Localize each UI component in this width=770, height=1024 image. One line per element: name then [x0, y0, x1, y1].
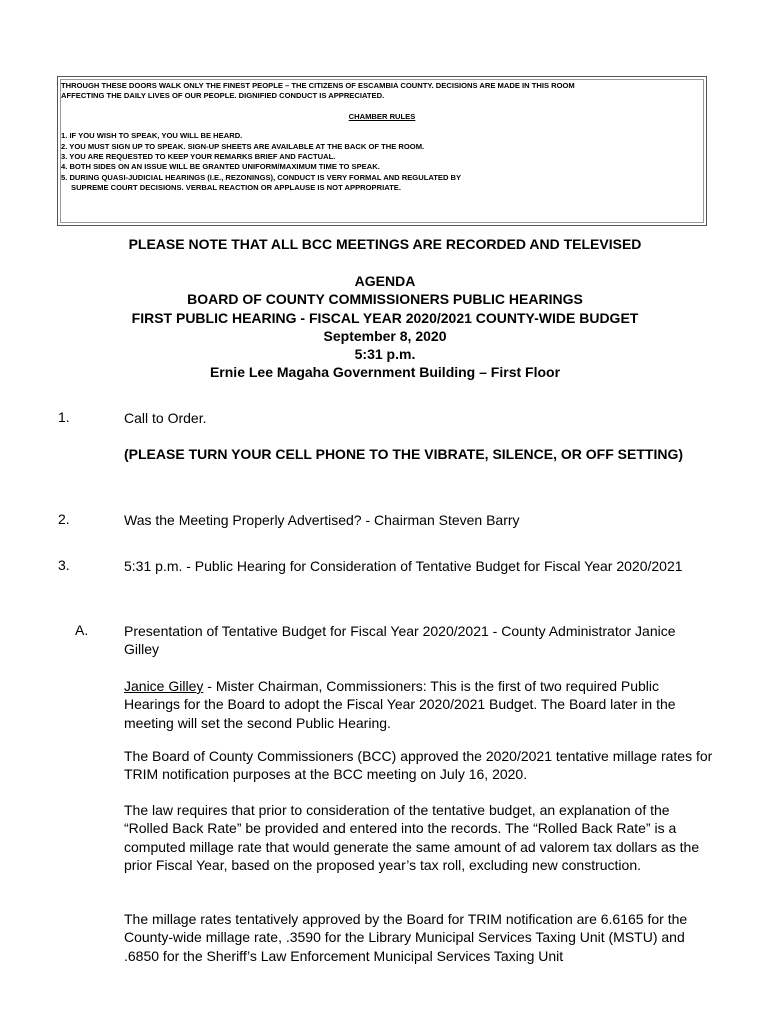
chamber-rules-box	[57, 76, 707, 226]
recorded-notice: PLEASE NOTE THAT ALL BCC MEETINGS ARE RECORDED AND TELEVISED	[128, 236, 642, 252]
rule-item: 3. YOU ARE REQUESTED TO KEEP YOUR REMARKS BRIEF AND FACTUAL.	[61, 152, 336, 162]
rule-item: 2. YOU MUST SIGN UP TO SPEAK. SIGN-UP SHEETS ARE AVAILABLE AT THE BACK OF THE ROOM.	[61, 141, 425, 151]
item-number: 1.	[58, 409, 70, 425]
rule-item: 1. IF YOU WISH TO SPEAK, YOU WILL BE HEARD.	[61, 131, 243, 141]
speaker-paragraph	[124, 677, 714, 732]
rules-intro-line-2: AFFECTING THE DAILY LIVES OF OUR PEOPLE. DIGNIFIED CONDUCT IS APPRECIATED.	[61, 91, 385, 101]
rule-item: 5. DURING QUASI-JUDICIAL HEARINGS (I.E., REZONINGS), CONDUCT IS VERY FORMAL AND REGULATED BY SUPREME COURT DECISIONS. VERBAL REACTION OR APPLAUSE IS NOT APPROPRIATE.	[61, 172, 461, 193]
speaker-paragraph-text: - Mister Chairman, Commissioners: This is the first of two required Public Hearings for the Board to adopt the Fiscal Year 2020/2021 Budget. The Board later in the meeting will set the second Public Hearing.	[124, 678, 676, 731]
rolled-back-rate-paragraph: The law requires that prior to consideration of the tentative budget, an explanation of the “Rolled Back Rate” be provided and entered into the records. The “Rolled Back Rate” is a computed millage rate that would generate the same amount of ad valorem tax dollars as the prior Fiscal Year, based on the proposed year’s tax roll, excluding new construction.	[124, 802, 700, 873]
item-meeting-advertised: Was the Meeting Properly Advertised? - Chairman Steven Barry	[124, 512, 520, 528]
rule-item: 4. BOTH SIDES ON AN ISSUE WILL BE GRANTED UNIFORM/MAXIMUM TIME TO SPEAK.	[61, 162, 380, 172]
agenda-time: 5:31 p.m.	[354, 346, 416, 363]
item-number: 3.	[58, 557, 70, 573]
agenda-header	[0, 272, 770, 382]
agenda-date: September 8, 2020	[323, 327, 447, 344]
millage-rates-paragraph: The millage rates tentatively approved by the Board for TRIM notification are 6.6165 for the County-wide millage rate, .3590 for the Library Municipal Services Taxing Unit (MSTU) and .6850 for the Sheriff’s Law Enforcement Municipal Services Taxing Unit	[124, 911, 688, 964]
item-call-to-order: Call to Order.	[124, 410, 207, 426]
agenda-title: AGENDA	[354, 273, 416, 289]
agenda-board-line: BOARD OF COUNTY COMMISSIONERS PUBLIC HEARINGS	[187, 291, 583, 308]
agenda-location: Ernie Lee Magaha Government Building – First Floor	[209, 364, 561, 381]
agenda-hearing-line: FIRST PUBLIC HEARING - FISCAL YEAR 2020/2021 COUNTY-WIDE BUDGET	[131, 309, 639, 326]
sub-item-letter: A.	[75, 622, 89, 638]
item-public-hearing: 5:31 p.m. - Public Hearing for Consideration of Tentative Budget for Fiscal Year 2020/2021	[124, 558, 683, 574]
sub-item-presentation: Presentation of Tentative Budget for Fiscal Year 2020/2021 - County Administrator Janice Gilley	[124, 623, 676, 658]
millage-approval-paragraph: The Board of County Commissioners (BCC) approved the 2020/2021 tentative millage rates for TRIM notification purposes at the BCC meeting on July 16, 2020.	[124, 748, 713, 783]
cell-phone-note: (PLEASE TURN YOUR CELL PHONE TO THE VIBRATE, SILENCE, OR OFF SETTING)	[124, 446, 684, 462]
item-number: 2.	[58, 511, 70, 527]
speaker-name: Janice Gilley	[124, 678, 204, 694]
chamber-rules-title: CHAMBER RULES	[348, 111, 416, 121]
rules-intro-line-1: THROUGH THESE DOORS WALK ONLY THE FINEST PEOPLE – THE CITIZENS OF ESCAMBIA COUNTY. DECISIONS ARE MADE IN THIS ROOM	[61, 81, 575, 90]
